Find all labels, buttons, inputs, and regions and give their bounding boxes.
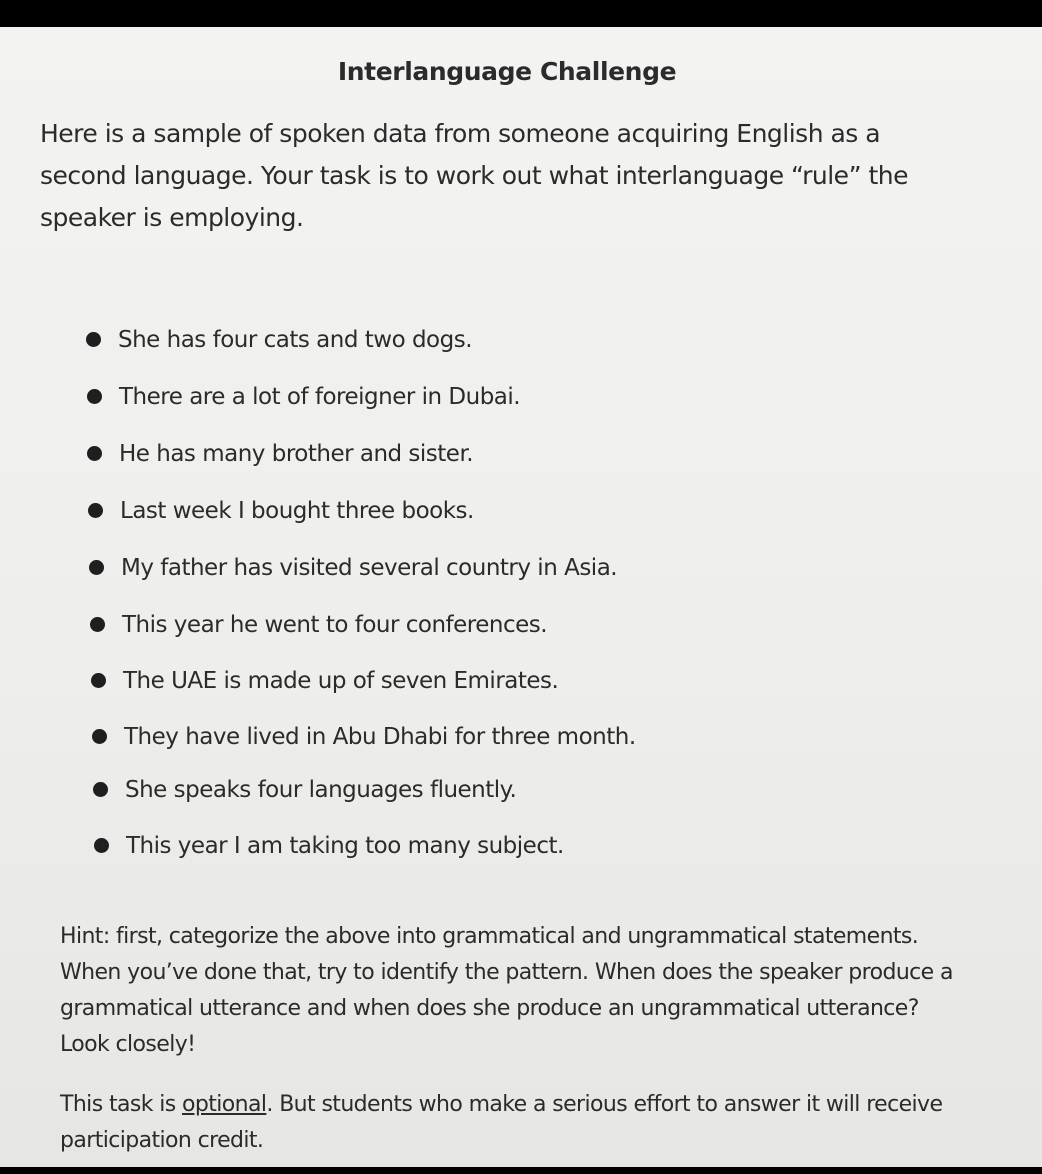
bullet-icon — [89, 560, 104, 575]
bullet-icon — [87, 389, 102, 404]
optional-emphasis: optional — [182, 1092, 267, 1117]
note-text-end: . But students who make a serious effort to answer it will receive participation credit. — [60, 1092, 943, 1153]
example-sentence: They have lived in Abu Dhabi for three month. — [124, 724, 636, 750]
bullet-icon — [90, 617, 105, 632]
bullet-icon — [91, 673, 106, 688]
bullet-icon — [86, 332, 101, 347]
document-title: Interlanguage Challenge — [337, 57, 677, 86]
example-sentence: Last week I bought three books. — [120, 498, 474, 524]
example-sentence: This year I am taking too many subject. — [126, 833, 564, 859]
note-text-start: This task is — [60, 1092, 183, 1117]
bullet-icon — [88, 503, 103, 518]
example-sentence: This year he went to four conferences. — [122, 612, 548, 638]
document-page — [0, 27, 1042, 1167]
bullet-icon — [93, 782, 108, 797]
hint-paragraph: Hint: first, categorize the above into grammatical and ungrammatical statements. When you’ve done that, try to identify the pattern. When does the speaker produce a grammatical utterance and when does she produce an ungrammatical utterance? Look closely! — [60, 924, 953, 1057]
example-sentence: He has many brother and sister. — [119, 441, 474, 467]
example-sentence: There are a lot of foreigner in Dubai. — [119, 384, 521, 410]
example-sentence: The UAE is made up of seven Emirates. — [123, 668, 559, 694]
example-sentence: She has four cats and two dogs. — [118, 327, 473, 353]
bullet-icon — [87, 446, 102, 461]
bullet-icon — [92, 729, 107, 744]
bullet-icon — [94, 838, 109, 853]
participation-note — [60, 1087, 960, 1159]
intro-paragraph: Here is a sample of spoken data from someone acquiring English as a second language. Your task is to work out what interlanguage “rule” the speaker is employing. — [40, 119, 908, 232]
example-sentence: My father has visited several country in Asia. — [121, 555, 618, 581]
example-sentence: She speaks four languages fluently. — [125, 777, 517, 803]
